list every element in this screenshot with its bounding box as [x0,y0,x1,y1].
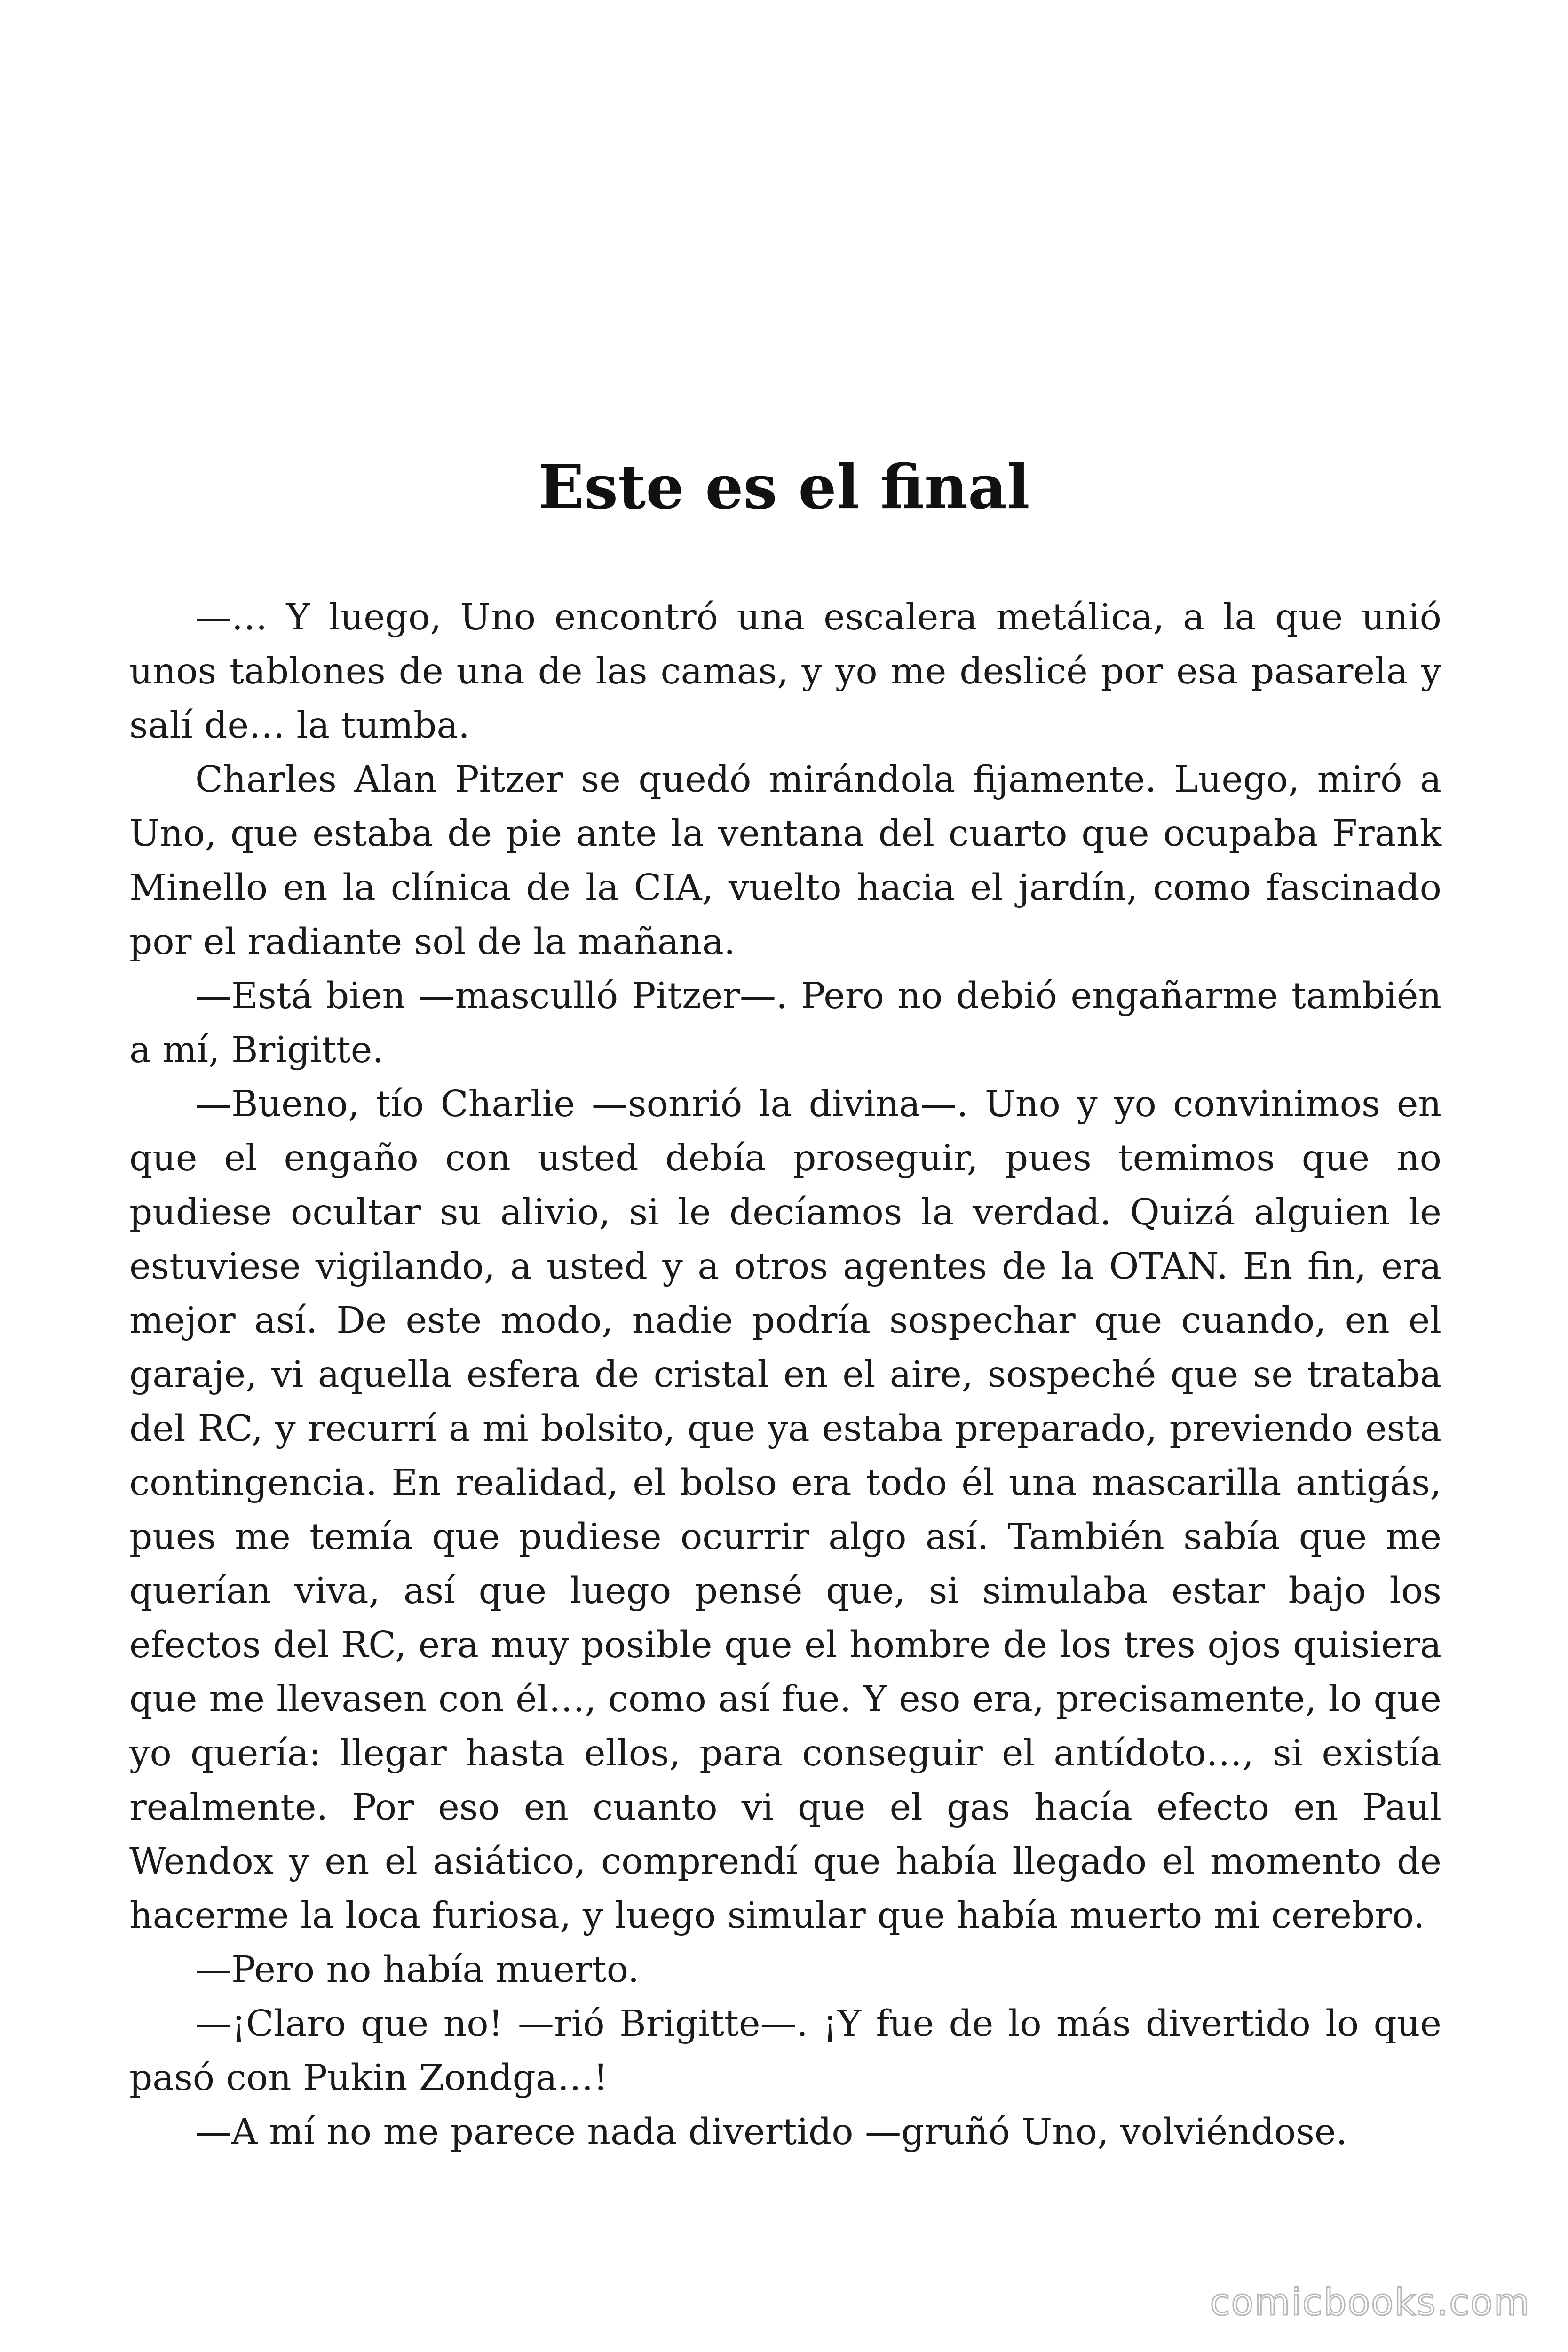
paragraph: —Bueno, tío Charlie —sonrió la divina—. Uno y yo convinimos en que el engaño con usted debía proseguir, pues temimos que no pudiese ocultar su alivio, si le decíamos la verdad. Quizá alguien le estuviese vigilando, a usted y a otros agentes de la OTAN. En fin, era mejor así. De este modo, nadie podría sospechar que cuando, en el garaje, vi aquella esfera de cristal en el aire, sospeché que se trataba del RC, y recurrí a mi bolsito, que ya estaba preparado, previendo esta contingencia. En realidad, el bolso era todo él una mascarilla antigás, pues me temía que pudiese ocurrir algo así. También sabía que me querían viva, así que luego pensé que, si simulaba estar bajo los efectos del RC, era muy posible que el hombre de los tres ojos quisiera que me llevasen con él…, como así fue. Y eso era, precisamente, lo que yo quería: llegar hasta ellos, para conseguir el antídoto…, si existía realmente. Por eso en cuanto vi que el gas hacía efecto en Paul Wendox y en el asiático, comprendí que había llegado el momento de hacerme la loca furiosa, y luego simular que había muerto mi cerebro. [129,1083,1441,1937]
paragraph: —Está bien —masculló Pitzer—. Pero no debió engañarme también a mí, Brigitte. [129,975,1441,1071]
paragraph: —A mí no me parece nada divertido —gruñó Uno, volviéndose. [195,2111,1347,2153]
chapter-title: Este es el final [538,452,1030,523]
paragraph: —… Y luego, Uno encontró una escalera metálica, a la que unió unos tablones de una de las camas, y yo me deslicé por esa pasarela y salí de… la tumba. [129,596,1441,747]
paragraph: Charles Alan Pitzer se quedó mirándola fijamente. Luego, miró a Uno, que estaba de pie ante la ventana del cuarto que ocupaba Frank Minello en la clínica de la CIA, vuelto hacia el jardín, como fascinado por el radiante sol de la mañana. [129,759,1441,963]
chapter-body [129,590,1441,2159]
paragraph: —¡Claro que no! —rió Brigitte—. ¡Y fue de lo más divertido lo que pasó con Pukin Zondga…! [129,2003,1441,2099]
watermark: comicbooks.com [1210,2281,1530,2324]
paragraph: —Pero no había muerto. [195,1949,640,1991]
